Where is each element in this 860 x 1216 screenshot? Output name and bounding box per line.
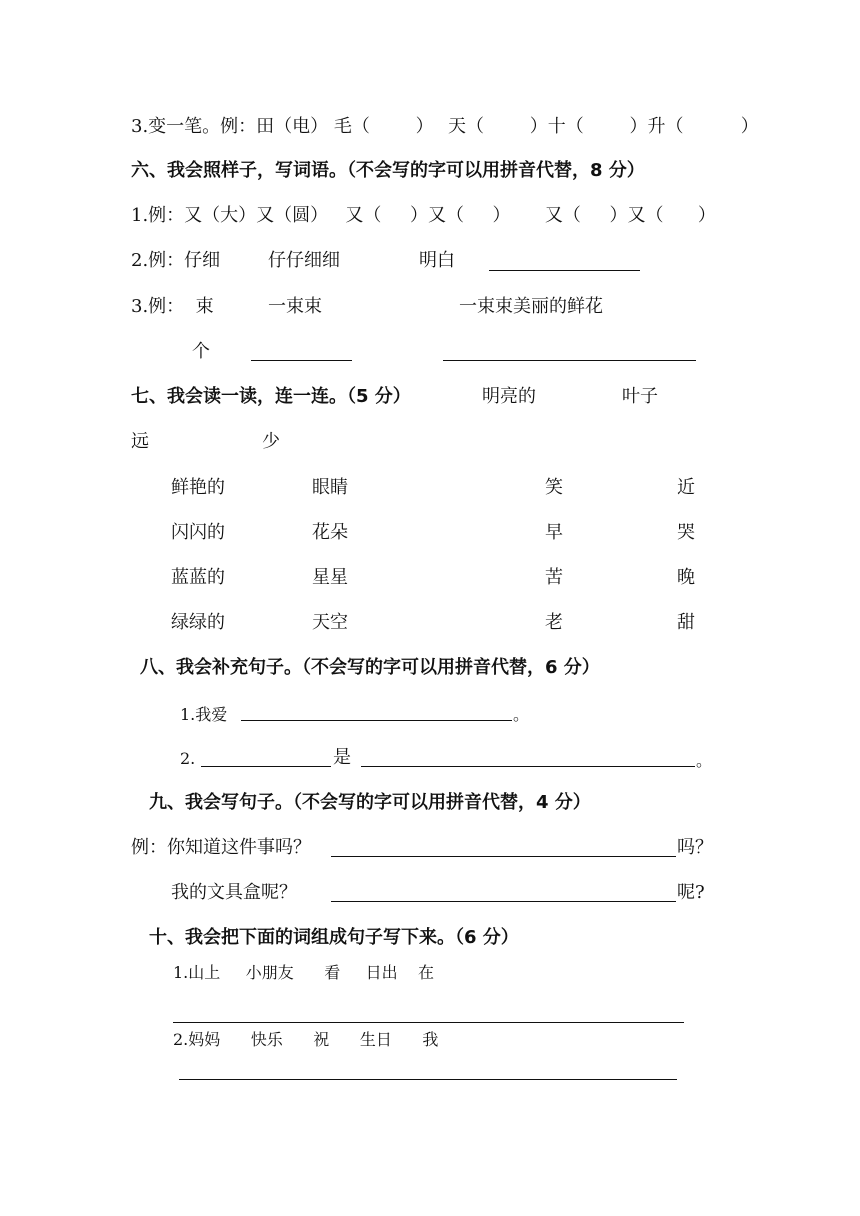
- s7-left-word: 蓝蓝的: [171, 567, 225, 588]
- s9-question-end: 呢?: [677, 882, 705, 903]
- s8-q2-line-2[interactable]: [361, 766, 695, 767]
- section-8-title: 八、我会补充句子。（不会写的字可以用拼音代替，6 分）: [140, 657, 600, 678]
- section-10-title: 十、我会把下面的词组成句子写下来。（6 分）: [149, 927, 519, 948]
- section-6-title: 六、我会照样子，写词语。（不会写的字可以用拼音代替，8 分）: [131, 160, 645, 181]
- s6-q3-example-full: 一束束美丽的鲜花: [459, 296, 603, 317]
- s7-antonym-left: 早: [545, 522, 563, 543]
- s6-q2-answer-line[interactable]: [489, 270, 640, 271]
- s8-q1-line[interactable]: [241, 720, 512, 721]
- s9-question-line[interactable]: [331, 901, 676, 902]
- s7-antonym-right: 晚: [677, 567, 695, 588]
- s7-word-yuan: 远: [131, 431, 149, 452]
- s10-q2-line[interactable]: [179, 1079, 677, 1080]
- s7-noun: 眼睛: [312, 477, 348, 498]
- s7-left-word: 鲜艳的: [171, 477, 225, 498]
- s9-example-end: 吗？: [677, 837, 713, 858]
- s6-q2-word: 明白: [419, 250, 455, 271]
- s6-q3-ge: 个: [192, 341, 210, 362]
- s6-q3-example-mid: 一束束: [268, 296, 322, 317]
- s7-antonym-right: 哭: [677, 522, 695, 543]
- s6-q3-line-1[interactable]: [251, 360, 352, 361]
- s8-q2: 2.: [180, 749, 196, 768]
- s10-q1-line[interactable]: [173, 1022, 684, 1023]
- s6-q3-line-2[interactable]: [443, 360, 696, 361]
- s8-q2-shi: 是: [333, 747, 351, 768]
- s7-antonym-left: 苦: [545, 567, 563, 588]
- s7-left-word: 绿绿的: [171, 612, 225, 633]
- s9-example-line[interactable]: [331, 856, 676, 857]
- bian-yi-bi-blanks: 天（ ）十（ ）升（ ）: [448, 116, 759, 137]
- s7-word-yezi: 叶子: [622, 386, 658, 407]
- s9-example: 例：你知道这件事吗？: [131, 837, 311, 858]
- s7-antonym-left: 笑: [545, 477, 563, 498]
- s7-word-mingliang: 明亮的: [482, 386, 536, 407]
- s9-question: 我的文具盒呢？: [171, 882, 297, 903]
- s8-q2-period: 。: [696, 751, 713, 770]
- section-9-title: 九、我会写句子。（不会写的字可以用拼音代替，4 分）: [149, 792, 591, 813]
- s8-q1-period: 。: [513, 705, 530, 724]
- s7-word-shao: 少: [262, 431, 280, 452]
- s7-antonym-right: 近: [677, 477, 695, 498]
- s10-q1-words: 1.山上 小朋友 看 日出 在: [173, 963, 434, 982]
- s7-noun: 天空: [312, 612, 348, 633]
- s7-left-word: 闪闪的: [171, 522, 225, 543]
- s6-q3-example: 3.例： 束: [131, 296, 214, 317]
- s7-antonym-left: 老: [545, 612, 563, 633]
- s7-noun: 星星: [312, 567, 348, 588]
- s6-q2-example-answer: 仔仔细细: [268, 250, 340, 271]
- s7-noun: 花朵: [312, 522, 348, 543]
- s6-q2-example: 2.例：仔细: [131, 250, 221, 271]
- section-7-title: 七、我会读一读，连一连。（5 分）: [131, 386, 411, 407]
- s7-antonym-right: 甜: [677, 612, 695, 633]
- s10-q2-words: 2.妈妈 快乐 祝 生日 我: [173, 1030, 439, 1049]
- s8-q2-line-1[interactable]: [201, 766, 331, 767]
- s8-q1: 1.我爱: [180, 705, 228, 724]
- bian-yi-bi-question: 3.变一笔。例：田（电） 毛（ ）: [131, 116, 434, 137]
- s6-q1: 1.例：又（大）又（圆） 又（ ）又（ ） 又（ ）又（ ）: [131, 205, 716, 226]
